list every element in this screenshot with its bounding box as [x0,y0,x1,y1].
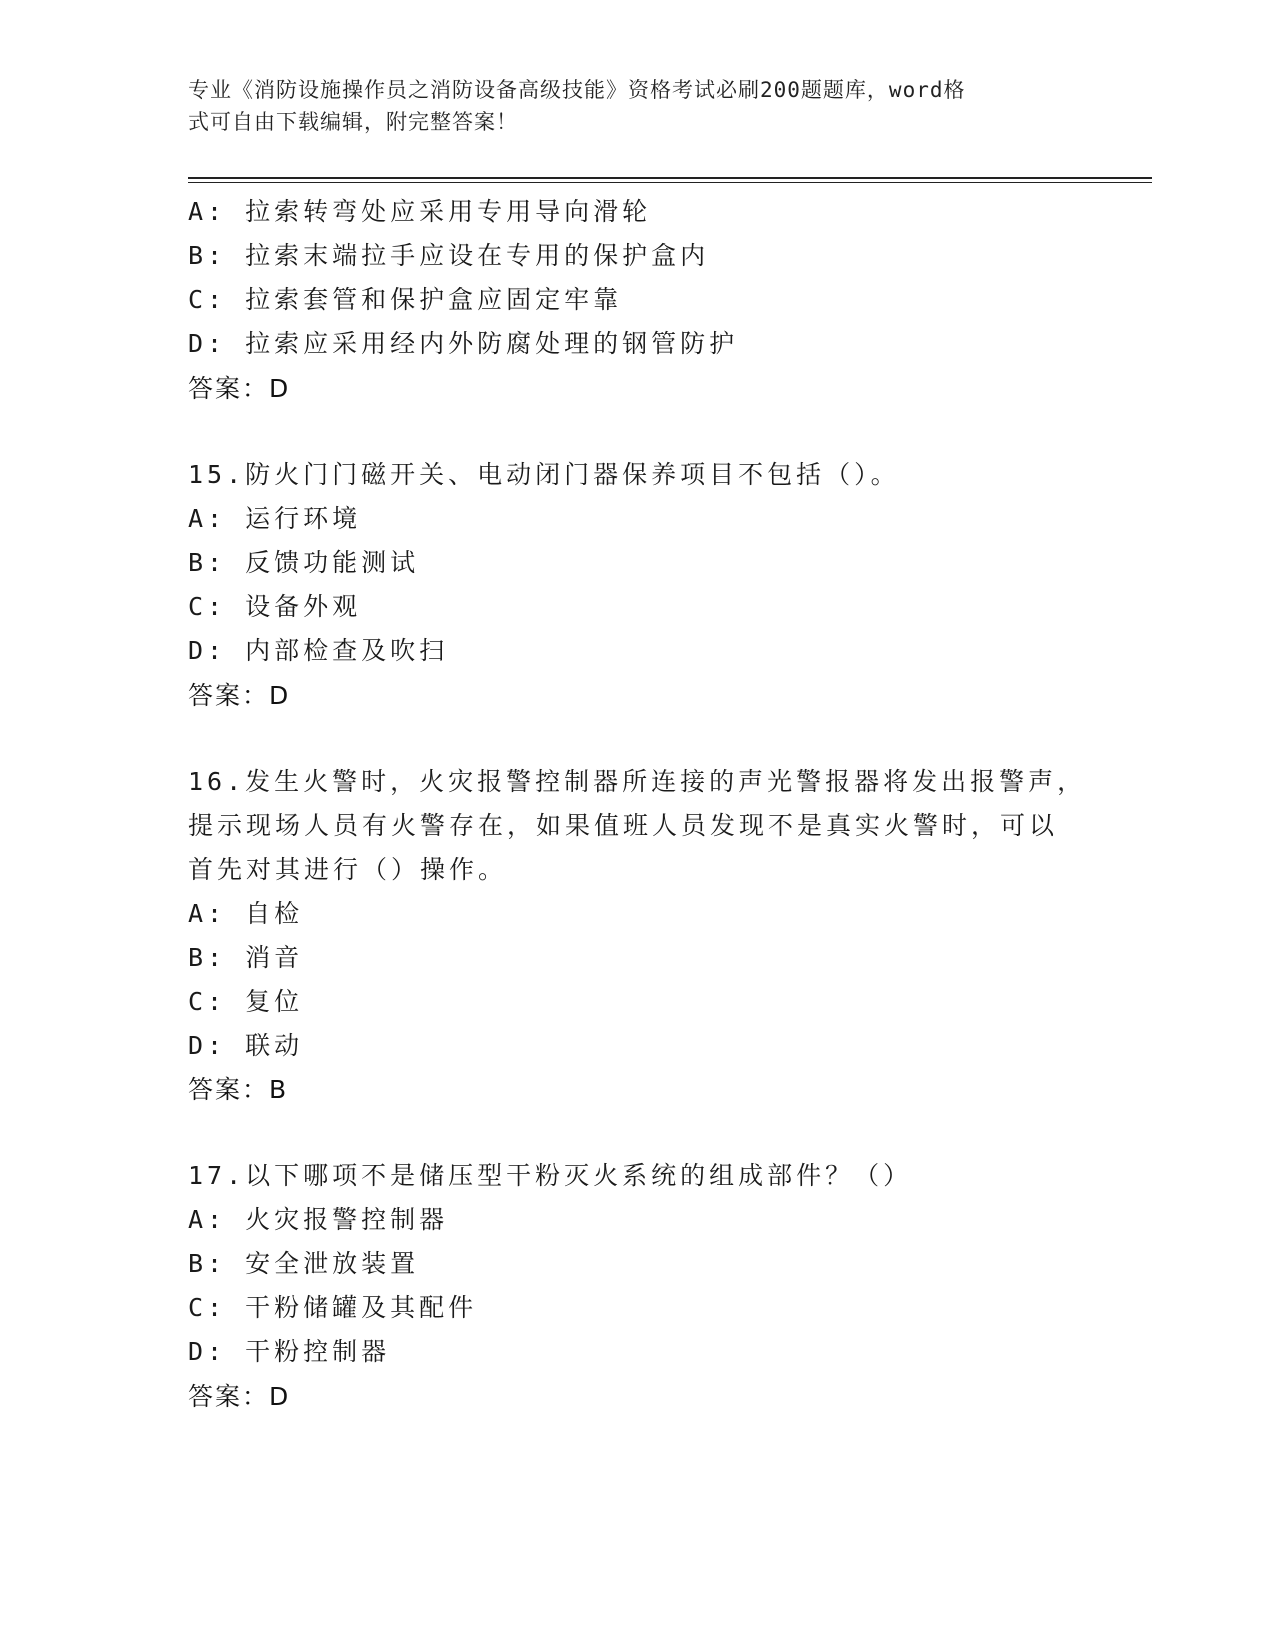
header-line-1: 专业《消防设施操作员之消防设备高级技能》资格考试必刷200题题库，word格 [188,78,966,102]
q17-stem: 17.以下哪项不是储压型干粉灭火系统的组成部件？（） [188,1161,913,1190]
q14-option-c: C: 拉索套管和保护盒应固定牢靠 [188,285,623,314]
q17-option-a: A: 火灾报警控制器 [188,1205,449,1234]
q15-option-c: C: 设备外观 [188,592,362,621]
q16-option-d: D: 联动 [188,1031,304,1060]
q16-option-b: B: 消音 [188,943,304,972]
q17-answer: 答案：D [188,1382,291,1411]
q17-option-d: D: 干粉控制器 [188,1337,391,1366]
q16-stem-line-1: 16.发生火警时，火灾报警控制器所连接的声光警报器将发出报警声， [188,767,1087,796]
header-divider-thick [188,177,1152,179]
q14-option-b: B: 拉索末端拉手应设在专用的保护盒内 [188,241,710,270]
q15-stem: 15.防火门门磁开关、电动闭门器保养项目不包括（）。 [188,460,900,489]
q14-option-a: A: 拉索转弯处应采用专用导向滑轮 [188,197,652,226]
q15-answer: 答案：D [188,681,291,710]
q15-option-d: D: 内部检查及吹扫 [188,636,449,665]
q15-option-a: A: 运行环境 [188,504,362,533]
q14-option-d: D: 拉索应采用经内外防腐处理的钢管防护 [188,329,739,358]
header-line-2: 式可自由下载编辑，附完整答案！ [188,110,518,134]
q17-option-c: C: 干粉储罐及其配件 [188,1293,478,1322]
q16-stem-line-2: 提示现场人员有火警存在，如果值班人员发现不是真实火警时，可以 [188,811,1059,840]
header-divider-thin [188,182,1152,183]
q14-answer: 答案：D [188,374,291,403]
q16-stem-line-3: 首先对其进行（）操作。 [188,855,508,884]
q15-option-b: B: 反馈功能测试 [188,548,420,577]
q16-answer: 答案：B [188,1075,289,1104]
q16-option-a: A: 自检 [188,899,304,928]
document-header [188,74,1068,138]
q16-option-c: C: 复位 [188,987,304,1016]
q17-option-b: B: 安全泄放装置 [188,1249,420,1278]
